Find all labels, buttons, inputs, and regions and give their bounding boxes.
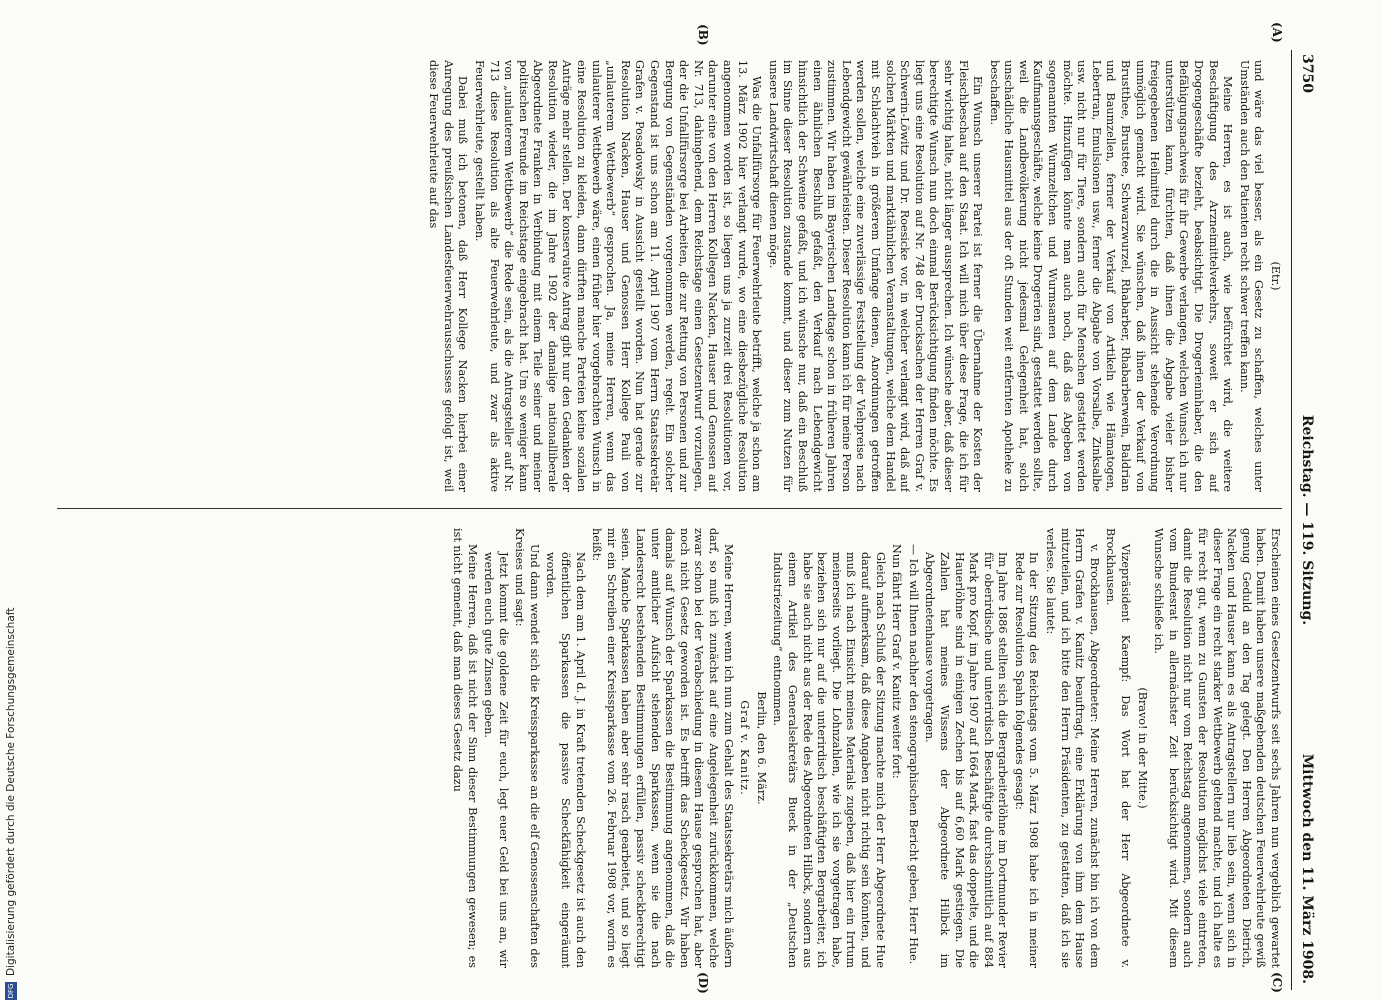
quoted-paragraph: Im Jahre 1886 stellten sich die Bergarbeiterlöhne im Dortmunder Revier für oberirdische und unterirdisch Beschäftigte durchschnittlich auf 884 Mark pro Kopf, im Jahre 1907 auf 1664 Mark, fast das doppelte, und die Hauerlöhne sind in einigen Zechen bis auf 6,60 Mark gestiegen. Die Zahlen hat meines Wissens der Abgeordnete Hilbck im Abgeordnetenhause vorgetragen. [923, 552, 1010, 968]
header-rule [1291, 50, 1292, 990]
speaker-tag: (Etr.) [1269, 261, 1282, 291]
right-text-column [52, 528, 1282, 968]
paragraph: Nun fährt Herr Graf v. Kanitz weiter fort: [890, 544, 904, 779]
signature-name: Graf v. Kanitz. [738, 700, 752, 796]
interjection: (Bravo! in der Mitte.) [1135, 687, 1149, 809]
page-number: 3750 [1299, 54, 1315, 93]
margin-marker-d: (D) [696, 972, 710, 994]
quoted-paragraph: Nach dem am 1. April d. J. in Kraft tretenden Scheckgesetz ist auch den öffentlichen Sparkassen die passive Scheckfähigkeit eingeräumt worden. [544, 552, 587, 968]
rotated-page-content [50, 22, 1320, 994]
paragraph: Meine Herren, wenn ich nun zum Gehalt des Staatssekretärs mich äußern darf, so muß ich zunächst auf eine Angelegenheit zurückkommen, welche zwar schon bei der Verabschiedung in diesem Hause gesprochen hat, aber noch nicht Gesetz geworden ist. Es betrifft das Scheckgesetz. Wir haben damals auf Wunsch der Sparkassen die Bestimmung angenommen, daß die unter amtlicher Aufsicht stehenden Sparkassen, wenn sie die nach Landesrecht bestehenden Bestimmungen erfüllen, passiv scheckberechtigt seien. Manche Sparkassen haben aber sehr rasch gearbeitet, und so liegt mir ein Schreiben einer Kreissparkasse vom 26. Februar 1908 vor, worin es heißt: [590, 528, 735, 968]
paragraph: Meine Herren, es ist auch, wie befürchtet wird, die weitere Beschäftigung des Arzneimittelverkehrs, soweit er sich auf Drogengeschäfte bezieht, beabsichtigt. Die Drogerieninhaber, die den Befähigungsnachweis für ihr Gewerbe verlangen, welchen Wunsch ich nur unterstützen kann, fürchten, daß ihnen die Abgabe vieler bisher freigegebenen Heilmittel durch die in Aussicht stehende Verordnung unmöglich gemacht wird. Sie wünschen, daß ihnen der Verkauf von Brustthee, Brusttee, Schwarzwurzel, Rhabarber, Rhabarberwein, Baldrian und Baumzellen, ferner der Verkauf von Artikeln wie Hämatogen, Lebertran, Emulsionen usw., ferner die Abgabe von Vorsalbe, Zinksalbe usw. nicht nur für Tiere, sondern auch für Menschen gestattet werden möchte. Hinzufügen könnte man auch noch, daß das Abgeben von sogenannten Wurmzeltchen und Wurmsamen auf dem Lande durch Kaufmannsgeschäfte, welche keine Drogerien sind, gestattet werden sollte, weil die Landbevölkerung nicht jedesmal Gelegenheit hat, solch unschädliche Hausmittel aus der oft Stunden weit entfernten Apotheke zu beschaffen. [987, 60, 1235, 492]
margin-marker-a: (A) [1270, 22, 1284, 43]
margin-marker-b: (B) [696, 24, 710, 46]
paragraph: v. Brockhausen, Abgeordneter: Meine Herren, zunächst bin ich von dem Herrn Grafen v. Kanitz beauftragt, eine Erklärung von ihm dem Hause mitzuteilen, und ich bitte den Herrn Präsidenten, zu gestatten, daß ich sie verlese. Sie lautet: [1044, 528, 1101, 968]
quoted-paragraph: Gleich nach Schluß der Sitzung machte mich der Herr Abgeordnete Hue darauf aufmerksam, daß diese Angaben nicht richtig sein könnten, und muß ich nach Einsicht meines Materials zugeben, daß hier ein Irrtum meinerseits vorliegt. Die Lohnzahlen, wie ich sie vorgetragen habe, beziehen sich nur auf die unterirdisch beschäftigten Bergarbeiter, ich habe sie auch nicht aus der Rede des Abgeordneten Hilbck, sondern aus einem Artikel des Generalsekretärs Bueck in der „Deutschen Industriezeitung“ entnommen. [771, 552, 887, 968]
paragraph: Ein Wunsch unserer Partei ist ferner die Übernahme der Kosten der Fleischbeschau auf den Staat. Ich will mich über diese Frage, die ich für sehr wichtig halte, nicht länger aussprechen. Ich wünsche aber, daß dieser berechtigte Wunsch nun doch einmal Berücksichtigung finden möchte. Es liegt uns eine Resolution auf Nr. 748 der Drucksachen der Herren Graf v. Schwerin-Löwitz und Dr. Roesicke vor, in welcher verlangt wird, daß auf solchen Märkten und marktähnlichen Veranstaltungen, welche dem Handel mit Schlachtvieh in größerem Umfange dienen, Anordnungen getroffen werden sollen, welche eine zuverlässige Feststellung der Viehpreise nach Lebendgewicht gewährleisten. Dieser Resolution kann ich für meine Person zustimmen. Wir haben im Bayerischen Landtage schon in früheren Jahren einen ähnlichen Beschluß gefaßt, den Verkauf nach Lebendgewicht hinsichtlich der Schweine gefaßt, und ich wünsche nur, daß ein Beschluß im Sinne dieser Resolution zustande kommt, und dieser zum Nutzen für unsere Landwirtschaft dienen möge. [766, 60, 985, 492]
dfg-logo: DFG [7, 983, 15, 999]
left-text-column [52, 60, 1282, 492]
column-divider [57, 508, 1282, 509]
digitization-credit [3, 0, 19, 1000]
paragraph: Dabei muß ich betonen, daß Herr Kollege Nacken hierbei einer Anregung des preußischen Landesfeuerwehrausschusses gefolgt ist, weil diese Feuerwehrleute auf das [427, 60, 470, 492]
paragraph: Erscheinen eines Gesetzentwurfs seit sechs Jahren nun vergeblich gewartet haben. Damit haben unsere maßgebenden deutschen Feuerwehrleute gewiß genug Geduld an den Tag gelegt. Den Herren Abgeordneten Dietrich, Nacken und Hauser kann es als Antragstellern nur lieb sein, wenn sich in dieser Frage ein recht starker Wettbewerb geltend machte, und ich halte es für recht gut, wenn zu Gunsten der Resolution möglichst viele eintreten, damit die Resolution nicht nur vom Reichstag angenommen, sondern auch vom Bundesrat in allernächster Zeit berücksichtigt wird. Mit diesem Wunsche schließe ich. [1152, 528, 1282, 968]
page-title: Reichstag. — 119. Sitzung. [1299, 414, 1315, 626]
paragraph: Meine Herren, daß ist nicht der Sinn dieser Bestimmungen gewesen; es ist nicht gemeint, daß man dieses Gesetz dazu [450, 528, 479, 968]
quoted-paragraph: Jetzt kommt die goldene Zeit für euch, legt euer Geld bei uns an, wir werden euch gute Zinsen geben. [482, 552, 510, 968]
paragraph: — Ich will Ihnen nachher den stenographischen Bericht geben, Herr Hue. [906, 544, 920, 965]
paragraph: Und dann wendet sich die Kreissparkasse an die elf Genossenschaften des Kreises und sagt: [513, 528, 541, 968]
signature-place-date: Berlin, den 6. März. [754, 691, 768, 805]
credit-text: Digitalisierung gefördert durch die Deutsche Forschungsgemeinschaft [5, 607, 17, 976]
paragraph: Vizepräsident Kaempf: Das Wort hat der Herr Abgeordnete v. Brockhausen. [1104, 528, 1133, 968]
page-header [1294, 50, 1320, 990]
paragraph: und wäre das viel besser, als ein Gesetz zu schaffen, welches unter Umständen auch den Patienten recht schwer treffen kann. [1237, 60, 1266, 492]
margin-marker-c: (C) [1270, 972, 1284, 993]
paragraph: Was die Unfallfürsorge für Feuerwehrleute betrifft, welche ja schon am 13. März 1902 hier verlangt wurde, wo eine diesbezügliche Resolution angenommen worden ist, so liegen uns ja zurzeit drei Resolutionen vor, darunter eine von den Herren Kollegen Nacken, Hauser und Genossen auf Nr. 713, dahingehend, dem Reichstage einen Gesetzentwurf vorzulegen, der die Unfallfürsorge bei Arbeiten, die zur Rettung von Personen und zur Bergung von Gegenständen vorgenommen werden, regelt. Ein solcher Gegenstand ist uns schon am 11. April 1907 vom Herrn Staatssekretär Grafen v. Posadowsky in Aussicht gestellt worden. Nun hat gerade zur Resolution Nacken, Hauser und Genossen Herr Kollege Pauli von „unlauterem Wettbewerb“ gesprochen. Ja, meine Herren, wenn das unlauterer Wettbewerb wäre, einen früher hier vorgebrachten Wunsch in eine Resolution zu kleiden, dann dürften manche Parteien keine sozialen Anträge mehr stellen. Der konservative Antrag gibt nur den Gedanken der Resolution wieder, die im Jahre 1902 der damalige nationalliberale Abgeordnete Franken in Verbindung mit einem Teile seiner und meiner politischen Freunde im Reichstage eingebracht hat. Um so weniger kann von „unlauterem Wettbewerb“ die Rede sein, als die Antragsteller auf Nr. 713 diese Resolution als alte Feuerwehrleute, und zwar als aktive Feuerwehrleute, gestellt haben. [472, 60, 764, 492]
session-date: Mittwoch den 11. März 1908. [1299, 753, 1315, 984]
quoted-paragraph: In der Sitzung des Reichstags vom 5. März 1908 habe ich in meiner Rede zur Resolution Spahn folgendes gesagt: [1012, 552, 1041, 968]
